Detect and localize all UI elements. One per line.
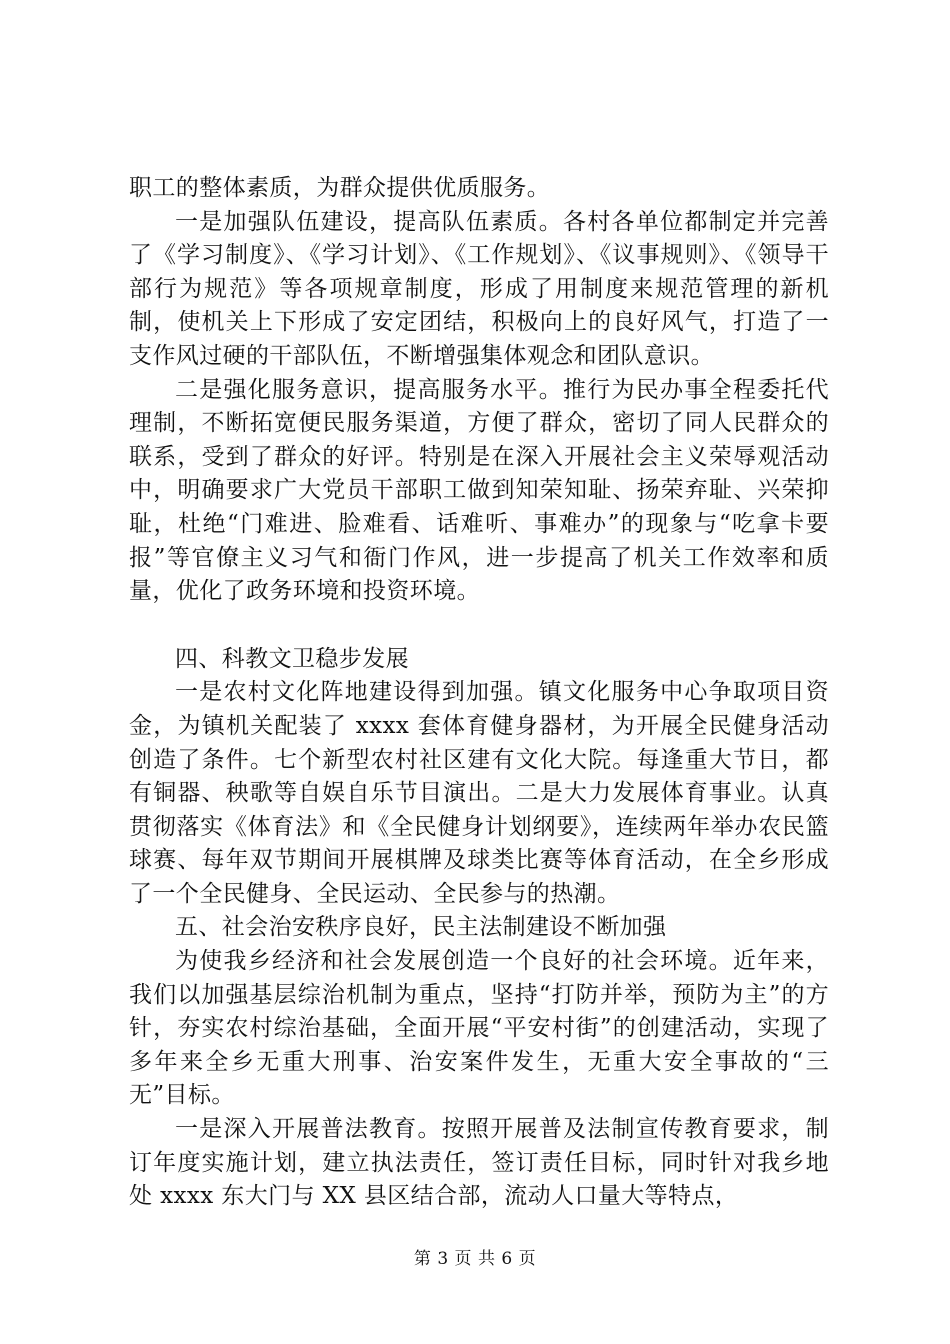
paragraph-service-awareness: 二是强化服务意识，提高服务水平。推行为民办事全程委托代理制，不断拓宽便民服务渠道，方便了群众，密切了同人民群众的联系，受到了群众的好评。特别是在深入开展社会主义荣辱观活动中，明确要求广大党员干部职工做到知荣知耻、扬荣弃耻、兴荣抑耻，杜绝“门难进、脸难看、话难听、事难办”的现象与“吃拿卡要报”等官僚主义习气和衙门作风，进一步提高了机关工作效率和质量，优化了政务环境和投资环境。 bbox=[129, 376, 829, 605]
document-body bbox=[129, 172, 829, 1214]
section-heading-science-education: 四、科教文卫稳步发展 bbox=[175, 645, 409, 672]
paragraph-team-building: 一是加强队伍建设，提高队伍素质。各村各单位都制定并完善了《学习制度》、《学习计划》、《工作规划》、《议事规则》、《领导干部行为规范》等各项规章制度，形成了用制度来规范管理的新机制，使机关上下形成了安定团结，积极向上的良好风气，打造了一支作风过硬的干部队伍，不断增强集体观念和团队意识。 bbox=[129, 208, 829, 369]
paragraph-continuation: 职工的整体素质，为群众提供优质服务。 bbox=[129, 175, 551, 201]
paragraph-social-environment: 为使我乡经济和社会发展创造一个良好的社会环境。近年来，我们以加强基层综治机制为重点，坚持“打防并举，预防为主”的方针，夯实农村综治基础，全面开展“平安村街”的创建活动，实现了多年来全乡无重大刑事、治安案件发生，无重大安全事故的“三无”目标。 bbox=[129, 948, 829, 1109]
paragraph-culture-sports: 一是农村文化阵地建设得到加强。镇文化服务中心争取项目资金，为镇机关配装了 xxxx 套体育健身器材，为开展全民健身活动创造了条件。七个新型农村社区建有文化大院。每逢重大节日，都有铜器、秧歌等自娱自乐节目演出。二是大力发展体育事业。认真贯彻落实《体育法》和《全民健身计划纲要》，连续两年举办农民篮球赛、每年双节期间开展棋牌及球类比赛等体育活动，在全乡形成了一个全民健身、全民运动、全民参与的热潮。 bbox=[129, 679, 829, 907]
page-number-footer: 第 3 页 共 6 页 bbox=[413, 1249, 537, 1269]
paragraph-legal-education: 一是深入开展普法教育。按照开展普及法制宣传教育要求，制订年度实施计划，建立执法责任，签订责任目标，同时针对我乡地处 xxxx 东大门与 XX 县区结合部，流动人口量大等特点， bbox=[129, 1116, 829, 1210]
section-heading-public-security: 五、社会治安秩序良好，民主法制建设不断加强 bbox=[175, 914, 667, 941]
